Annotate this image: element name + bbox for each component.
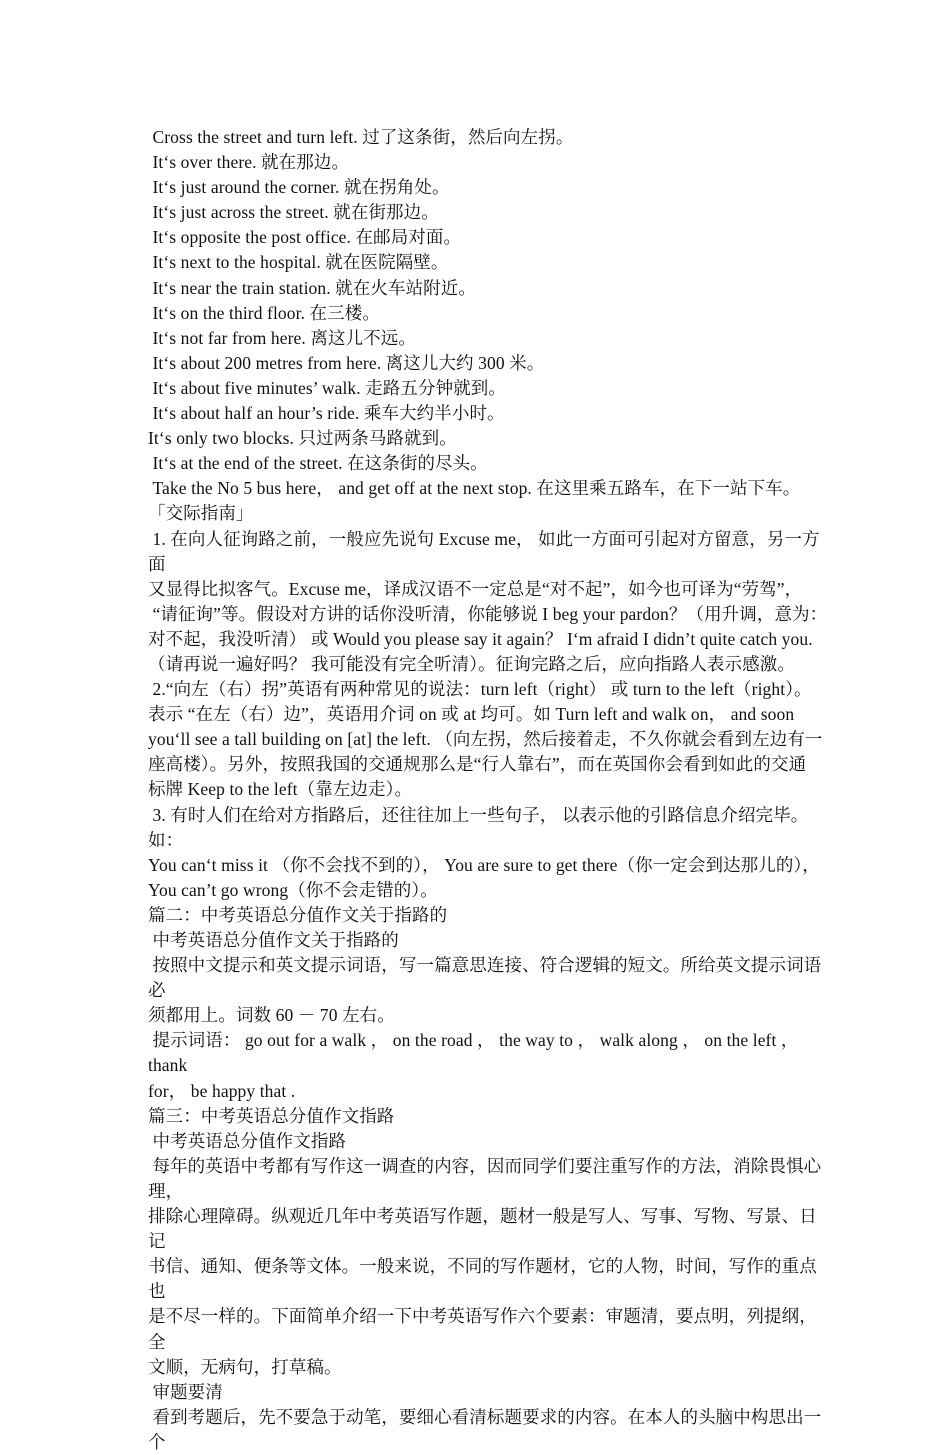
text-line: 座高楼）。另外，按照我国的交通规那么是“行人靠右”，而在英国你会看到如此的交通 [148,754,807,775]
text-line: 2.“向左（右）拐”英语有两种常见的说法：turn left（right） 或 turn to the left（right）。 [148,679,812,700]
text-line: 看到考题后，先不要急于动笔，要细心看清标题要求的内容。在本人的头脑中构思出一个 [148,1406,822,1452]
text-line: You can‘t miss it （你不会找不到的）， You are sure to get there（你一定会到达那儿的）， [148,854,820,875]
text-line: 表示 “在左（右）边”，英语用介词 on 或 at 均可。如 Turn left and walk on， and soon [148,704,795,725]
text-line: 审题要清 [148,1381,223,1402]
text-line: It‘s about 200 metres from here. 离这儿大约 300 米。 [148,352,545,373]
text-line: 中考英语总分值作文指路 [148,1130,347,1151]
text-line: It‘s next to the hospital. 就在医院隔壁。 [148,252,449,273]
text-line: （请再说一遍好吗？ 我可能没有完全听清）。征询完路之后，应向指路人表示感激。 [148,653,795,674]
text-line: It‘s near the train station. 就在火车站附近。 [148,277,476,298]
text-line: 标牌 Keep to the left（靠左边走）。 [148,779,413,800]
text-line: 书信、通知、便条等文体。一般来说，不同的写作题材，它的人物，时间，写作的重点也 [148,1256,817,1302]
text-line: 排除心理障碍。纵观近几年中考英语写作题，题材一般是写人、写事、写物、写景、日记 [148,1206,817,1252]
text-line: 1. 在向人征询路之前，一般应先说句 Excuse me， 如此一方面可引起对方留意，另一方面 [148,528,820,574]
text-line: You can’t go wrong（你不会走错的）。 [148,879,438,900]
text-line: for， be happy that . [148,1080,296,1101]
text-line: It‘s at the end of the street. 在这条街的尽头。 [148,453,488,474]
text-line: 对不起，我没听清） 或 Would you please say it again？ I‘m afraid I didn’t quite catch you. [148,628,813,649]
text-line: 中考英语总分值作文关于指路的 [148,930,399,950]
text-line: It‘s over there. 就在那边。 [148,152,350,173]
text-line: 是不尽一样的。下面简单介绍一下中考英语写作六个要素：审题清，要点明，列提纲，全 [148,1306,817,1352]
text-line: It‘s just across the street. 就在街那边。 [148,202,439,223]
text-line: It‘s opposite the post office. 在邮局对面。 [148,227,462,248]
text-line: 每年的英语中考都有写作这一调查的内容，因而同学们要注重写作的方法，消除畏惧心理， [148,1155,822,1201]
text-line: 篇二：中考英语总分值作文关于指路的 [148,904,448,925]
text-line: It‘s about half an hour’s ride. 乘车大约半小时。 [148,403,505,424]
text-line: Take the No 5 bus here， and get off at the next stop. 在这里乘五路车，在下一站下车。 [148,478,801,499]
text-line: you‘ll see a tall building on [at] the left. （向左拐，然后接着走，不久你就会看到左边有一 [148,729,823,750]
text-line: 提示词语： go out for a walk ， on the road ， the way to ， walk along ， on the left ， thank [148,1030,804,1076]
text-line: It‘s only two blocks. 只过两条马路就到。 [148,428,457,449]
text-line: Cross the street and turn left. 过了这条街，然后向左拐。 [148,127,574,147]
text-line: 「交际指南」 [148,503,254,524]
text-line: 须都用上。词数 60 － 70 左右。 [148,1005,395,1026]
text-line: 3. 有时人们在给对方指路后，还往往加上一些句子， 以表示他的引路信息介绍完毕。如： [148,804,809,850]
document-text-block [148,125,828,1455]
text-line: It‘s just around the corner. 就在拐角处。 [148,177,450,198]
text-line: 按照中文提示和英文提示词语，写一篇意思连接、符合逻辑的短文。所给英文提示词语必 [148,955,822,1001]
text-line: It‘s about five minutes’ walk. 走路五分钟就到。 [148,377,507,398]
text-line: “请征询”等。假设对方讲的话你没听清，你能够说 I beg your pardon？（用升调，意为： [148,603,828,624]
text-line: 篇三：中考英语总分值作文指路 [148,1105,395,1126]
text-line: 又显得比拟客气。Excuse me，译成汉语不一定总是“对不起”，如今也可译为“劳驾”， [148,578,803,599]
text-line: It‘s not far from here. 离这儿不远。 [148,327,416,348]
text-line: 文顺，无病句，打草稿。 [148,1356,342,1377]
text-line: It‘s on the third floor. 在三楼。 [148,302,380,323]
